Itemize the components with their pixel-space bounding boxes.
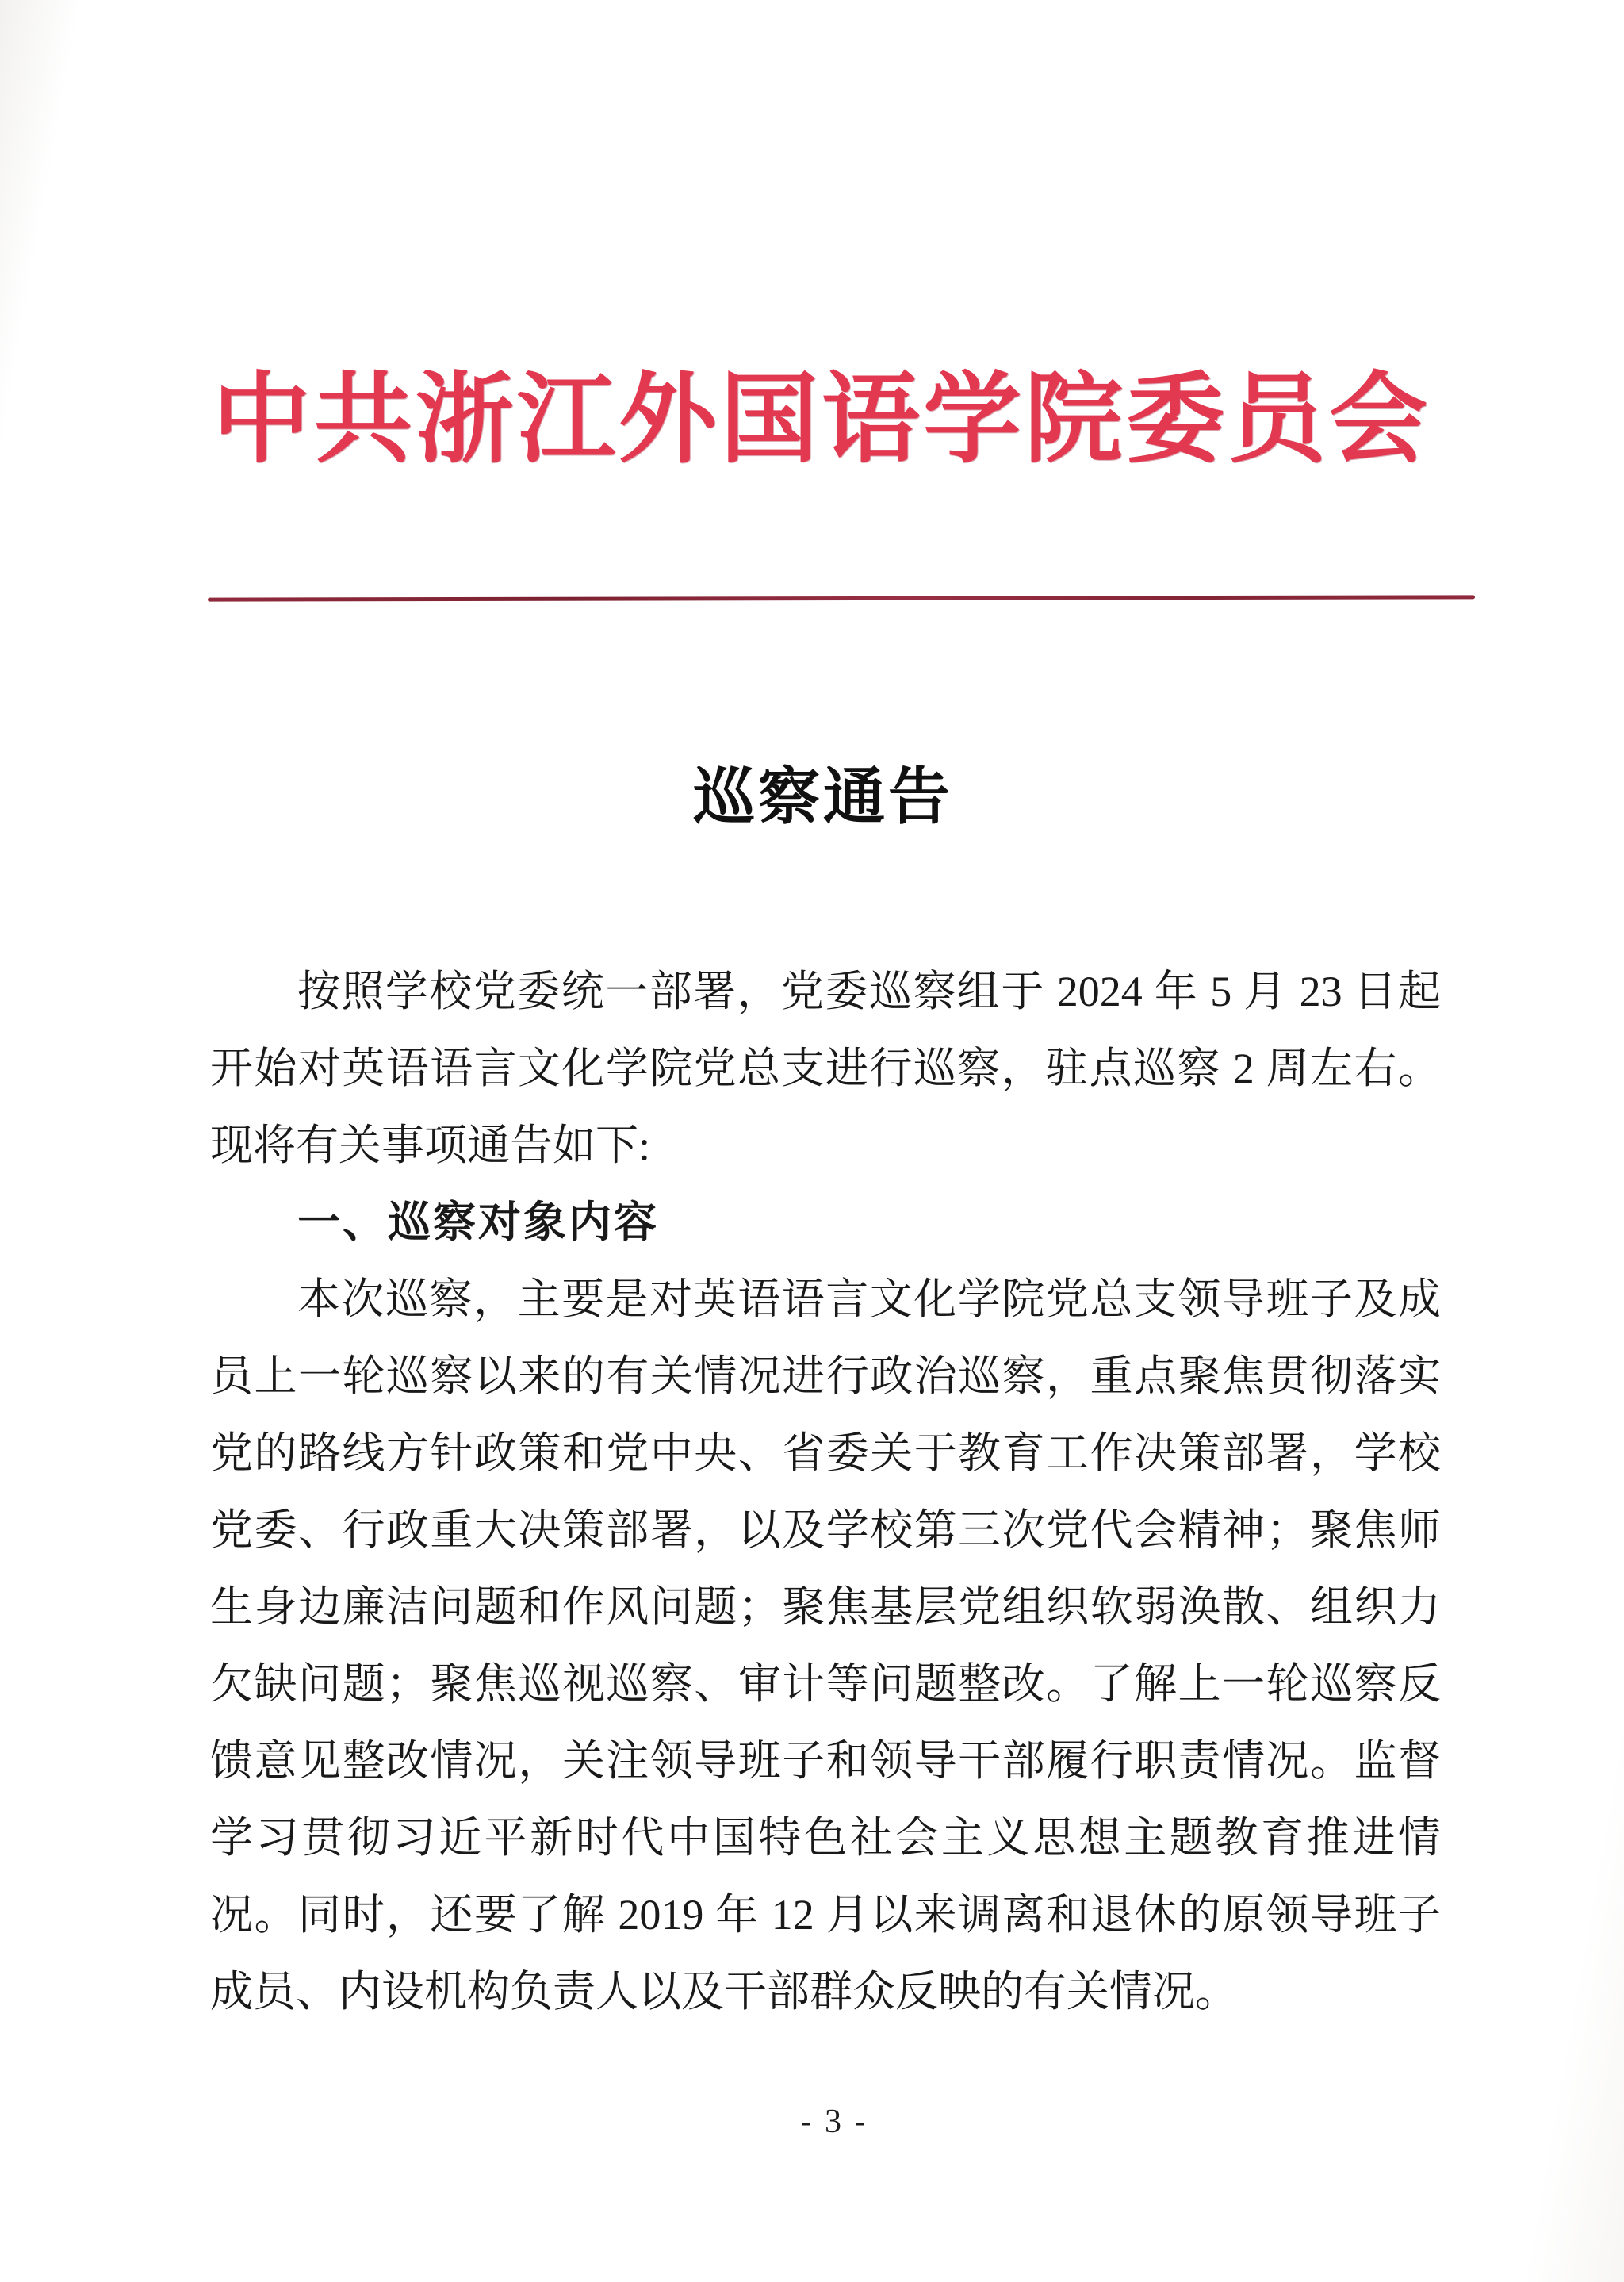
letterhead-divider-line <box>208 595 1475 601</box>
document-body <box>210 953 1441 2031</box>
body-line: 员上一轮巡察以来的有关情况进行政治巡察，重点聚焦贯彻落实 <box>210 1352 1441 1400</box>
section-heading: 一、巡察对象内容 <box>297 1199 659 1246</box>
body-line: 况。同时，还要了解 2019 年 12 月以来调离和退休的原领导班子 <box>210 1891 1441 1939</box>
page-number: - 3 - <box>800 2104 868 2140</box>
body-line: 馈意见整改情况，关注领导班子和领导干部履行职责情况。监督 <box>210 1737 1441 1785</box>
body-line: 现将有关事项通告如下: <box>210 1122 651 1169</box>
document-title: 巡察通告 <box>692 762 953 831</box>
letterhead-org-title: 中共浙江外国语学院委员会 <box>212 366 1431 474</box>
body-line: 学习贯彻习近平新时代中国特色社会主义思想主题教育推进情 <box>210 1814 1441 1862</box>
body-line: 党委、行政重大决策部署，以及学校第三次党代会精神；聚焦师 <box>210 1506 1441 1554</box>
body-line: 按照学校党委统一部署，党委巡察组于 2024 年 5 月 23 日起 <box>297 968 1441 1015</box>
body-line: 欠缺问题；聚焦巡视巡察、审计等问题整改。了解上一轮巡察反 <box>210 1660 1441 1708</box>
body-line: 本次巡察，主要是对英语语言文化学院党总支领导班子及成 <box>297 1275 1441 1323</box>
body-line: 生身边廉洁问题和作风问题；聚焦基层党组织软弱涣散、组织力 <box>210 1583 1441 1631</box>
body-line: 开始对英语语言文化学院党总支进行巡察，驻点巡察 2 周左右。 <box>210 1045 1441 1092</box>
body-line: 成员、内设机构负责人以及干部群众反映的有关情况。 <box>210 1968 1238 2015</box>
body-line: 党的路线方针政策和党中央、省委关于教育工作决策部署，学校 <box>210 1429 1441 1477</box>
